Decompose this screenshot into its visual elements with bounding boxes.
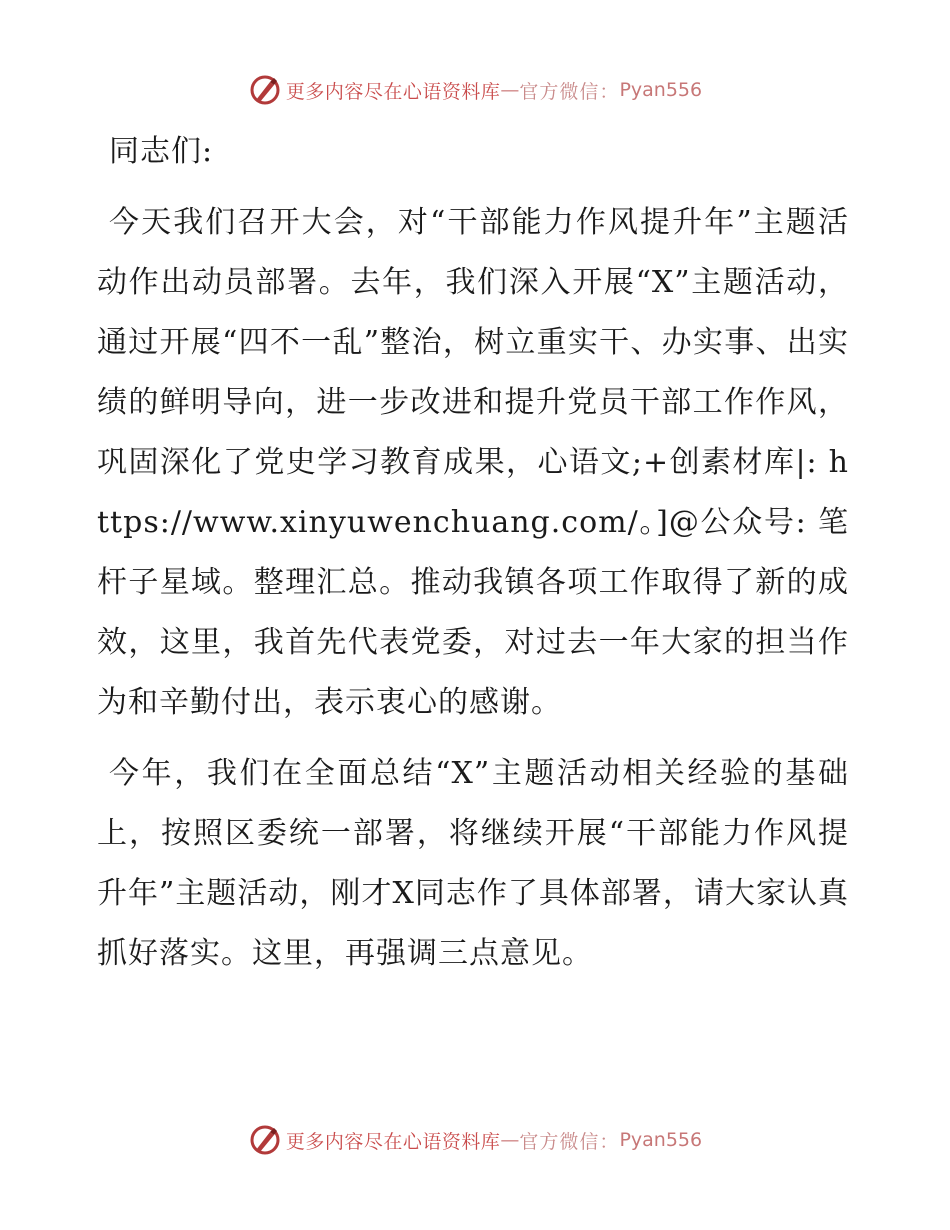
- banner-official-label: 官方微信：: [519, 80, 620, 103]
- salutation: 同志们:: [109, 134, 214, 169]
- banner-official-label: 官方微信：: [519, 1130, 620, 1153]
- banner-brand-text: 更多内容尽在心语资料库: [285, 80, 501, 103]
- pen-circle-icon: [248, 73, 282, 107]
- header-banner: [0, 70, 950, 110]
- banner-account: Pyan556: [619, 79, 703, 101]
- banner-account: Pyan556: [619, 1129, 703, 1151]
- document-body: [97, 122, 849, 984]
- banner-brand-text: 更多内容尽在心语资料库: [285, 1130, 501, 1153]
- banner-separator: —: [500, 1129, 520, 1151]
- footer-banner: [0, 1120, 950, 1160]
- pen-circle-icon: [248, 1123, 282, 1157]
- paragraph-2: 今年，我们在全面总结“X”主题活动相关经验的基础上，按照区委统一部署，将继续开展“干部能力作风提升年”主题活动，刚才X同志作了具体部署，请大家认真抓好落实。这里，再强调三点意见。: [97, 756, 849, 971]
- banner-separator: —: [500, 79, 520, 101]
- paragraph-1: 今天我们召开大会，对“干部能力作风提升年”主题活动作出动员部署。去年，我们深入开展“X”主题活动，通过开展“四不一乱”整治，树立重实干、办实事、出实绩的鲜明导向，进一步改进和提升党员干部工作作风，巩固深化了党史学习教育成果，心语文;+创素材库|: https://www.xinyuwenchuang.com/。]@公众号: 笔杆子星域。整理汇总。推动我镇各项工作取得了新的成效，这里，我首先代表党委，对过去一年大家的担当作为和辛勤付出，表示衷心的感谢。: [97, 205, 849, 720]
